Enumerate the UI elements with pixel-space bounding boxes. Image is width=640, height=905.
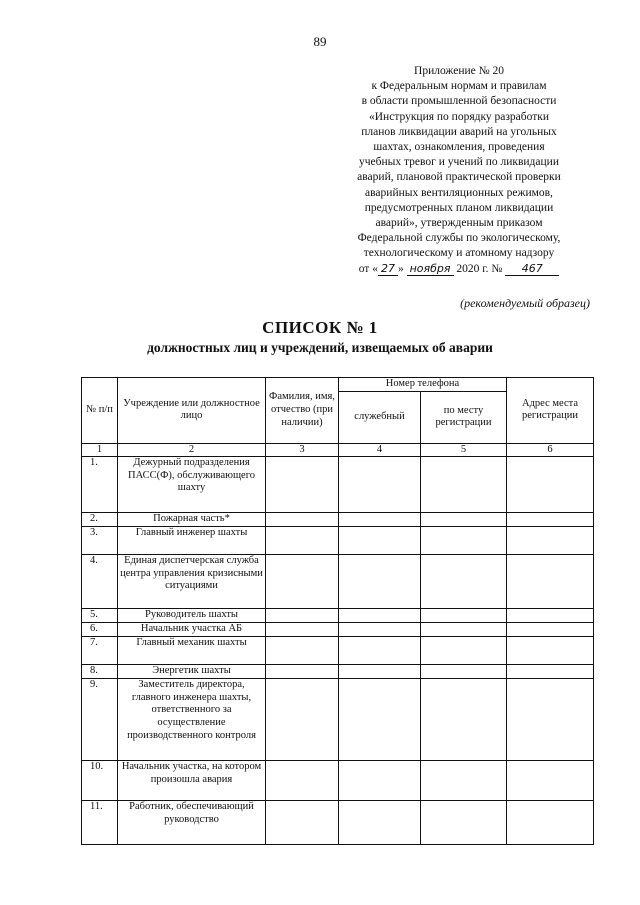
appendix-block	[334, 64, 584, 277]
cell-phone-home	[421, 609, 507, 623]
cell-phone-work	[339, 761, 421, 801]
row-institution: Единая диспетчерская служба центра управления кризисными ситуациями	[118, 555, 266, 609]
cell-phone-work	[339, 609, 421, 623]
row-num: 11.	[82, 801, 118, 845]
appendix-line: планов ликвидации аварий на угольных	[361, 125, 557, 138]
cell-phone-work	[339, 801, 421, 845]
cell-phone-home	[421, 555, 507, 609]
row-num: 3.	[82, 527, 118, 555]
cell-phone-work	[339, 527, 421, 555]
col-number: 3	[266, 443, 339, 457]
cell-phone-work	[339, 457, 421, 513]
row-num: 10.	[82, 761, 118, 801]
cell-address	[507, 457, 594, 513]
col-number: 5	[421, 443, 507, 457]
table-row	[82, 555, 594, 609]
cell-address	[507, 555, 594, 609]
table-row	[82, 527, 594, 555]
cell-phone-home	[421, 679, 507, 761]
appendix-line: к Федеральным нормам и правилам	[371, 80, 547, 93]
page-number: 89	[313, 34, 327, 49]
row-num: 4.	[82, 555, 118, 609]
cell-phone-work	[339, 665, 421, 679]
cell-phone-home	[421, 513, 507, 527]
table-row	[82, 637, 594, 665]
cell-fio	[266, 665, 339, 679]
cell-fio	[266, 513, 339, 527]
cell-phone-home	[421, 665, 507, 679]
row-institution: Руководитель шахты	[118, 609, 266, 623]
cell-address	[507, 513, 594, 527]
cell-phone-home	[421, 637, 507, 665]
order-date-line	[334, 262, 584, 277]
row-num: 6.	[82, 623, 118, 637]
order-year: 2020 г. №	[456, 262, 503, 275]
cell-fio	[266, 555, 339, 609]
cell-fio	[266, 761, 339, 801]
cell-address	[507, 637, 594, 665]
table-row	[82, 609, 594, 623]
list-subtitle: должностных лиц и учреждений, извещаемых об аварии	[147, 340, 493, 355]
list-title: СПИСОК № 1	[262, 318, 378, 337]
cell-address	[507, 609, 594, 623]
row-num: 1.	[82, 457, 118, 513]
cell-fio	[266, 801, 339, 845]
table-row	[82, 513, 594, 527]
cell-address	[507, 801, 594, 845]
cell-fio	[266, 457, 339, 513]
cell-address	[507, 679, 594, 761]
table-row	[82, 457, 594, 513]
col-number: 1	[82, 443, 118, 457]
row-num: 9.	[82, 679, 118, 761]
cell-address	[507, 527, 594, 555]
row-institution: Энергетик шахты	[118, 665, 266, 679]
appendix-line: Приложение № 20	[414, 65, 504, 77]
table-row	[82, 679, 594, 761]
header-phone-home: по месту регистрации	[421, 391, 507, 443]
handwritten-order-number: 467	[505, 263, 559, 276]
col-number: 4	[339, 443, 421, 457]
appendix-line: в области промышленной безопасности	[361, 95, 557, 108]
cell-phone-home	[421, 623, 507, 637]
appendix-line: аварийных вентиляционных режимов,	[365, 186, 553, 199]
header-num: № п/п	[82, 378, 118, 444]
header-phone-work: служебный	[339, 391, 421, 443]
header-phone-group: Номер телефона	[339, 378, 507, 392]
cell-phone-work	[339, 513, 421, 527]
cell-fio	[266, 527, 339, 555]
table-row	[82, 623, 594, 637]
appendix-line: аварий, плановой практической проверки	[357, 171, 561, 184]
row-institution: Работник, обеспечивающий руководство	[118, 801, 266, 845]
date-prefix: от «	[358, 262, 378, 275]
row-institution: Главный механик шахты	[118, 637, 266, 665]
cell-phone-home	[421, 527, 507, 555]
appendix-line: аварий», утвержденным приказом	[375, 217, 543, 230]
cell-phone-home	[421, 457, 507, 513]
row-institution: Начальник участка, на котором произошла авария	[118, 761, 266, 801]
row-institution: Заместитель директора, главного инженера шахты, ответственного за осуществление производственного контроля	[118, 679, 266, 761]
cell-phone-work	[339, 555, 421, 609]
cell-fio	[266, 637, 339, 665]
row-institution: Пожарная часть*	[118, 513, 266, 527]
row-num: 5.	[82, 609, 118, 623]
handwritten-month: ноября	[407, 263, 454, 276]
col-number: 2	[118, 443, 266, 457]
cell-fio	[266, 679, 339, 761]
row-institution: Начальник участка АБ	[118, 623, 266, 637]
handwritten-day: 27	[378, 263, 398, 276]
table-row	[82, 801, 594, 845]
cell-fio	[266, 623, 339, 637]
cell-address	[507, 761, 594, 801]
cell-address	[507, 665, 594, 679]
row-num: 2.	[82, 513, 118, 527]
cell-phone-home	[421, 761, 507, 801]
header-address: Адрес места регистрации	[507, 378, 594, 444]
header-institution: Учреждение или должностное лицо	[118, 378, 266, 444]
notification-table	[81, 377, 594, 845]
appendix-line: Федеральной службы по экологическому,	[357, 232, 561, 245]
cell-phone-work	[339, 679, 421, 761]
appendix-line: учебных тревог и учений по ликвидации	[359, 156, 559, 169]
row-num: 8.	[82, 665, 118, 679]
appendix-line: шахтах, ознакомления, проведения	[373, 141, 545, 154]
appendix-line: технологическому и атомному надзору	[363, 247, 555, 260]
table-row	[82, 665, 594, 679]
cell-address	[507, 623, 594, 637]
row-institution: Дежурный подразделения ПАСС(Ф), обслуживающего шахту	[118, 457, 266, 513]
cell-phone-home	[421, 801, 507, 845]
appendix-line: предусмотренных планом ликвидации	[364, 201, 554, 214]
recommended-sample-note: (рекомендуемый образец)	[460, 296, 590, 310]
col-number: 6	[507, 443, 594, 457]
cell-phone-work	[339, 623, 421, 637]
row-institution: Главный инженер шахты	[118, 527, 266, 555]
cell-fio	[266, 609, 339, 623]
header-fio: Фамилия, имя, отчество (при наличии)	[266, 378, 339, 444]
date-mid: »	[397, 262, 404, 275]
row-num: 7.	[82, 637, 118, 665]
appendix-line: «Инструкция по порядку разработки	[369, 110, 549, 123]
table-row	[82, 761, 594, 801]
cell-phone-work	[339, 637, 421, 665]
